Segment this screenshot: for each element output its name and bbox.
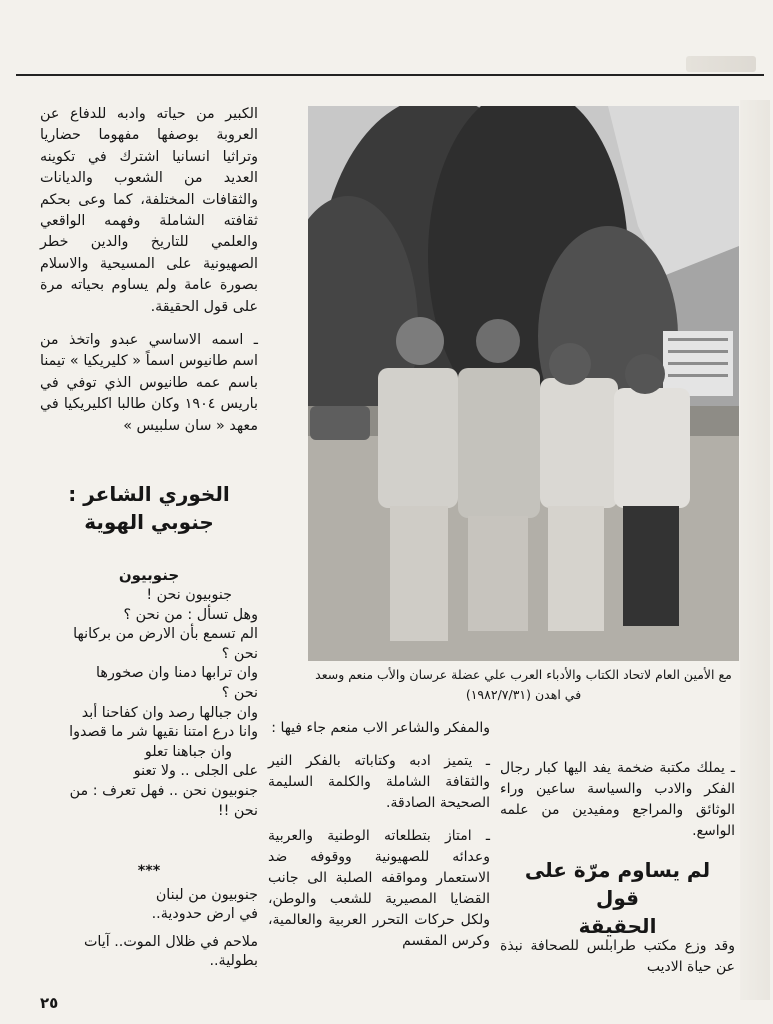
header-rule (16, 74, 764, 76)
poem-line: نحن ؟ (221, 684, 258, 701)
poem-line: نحن ؟ (221, 645, 258, 662)
right-paragraph-2: وقد وزع مكتب طرابلس للصحافة نبذة عن حياة الاديب (500, 938, 735, 975)
middle-paragraph-3: ـ امتاز بتطلعاته الوطنية والعربية وعدائه للصهيونية ووقوفه ضد الاستعمار ومواقفه الصلبة الى جانب القضايا المصيرية للشعب والوطن، ولكل حركات التحرر العربية والعالمية، وكرس المقسم (268, 828, 490, 949)
poem-line: جنوبيون نحن .. فهل تعرف : من (69, 782, 258, 799)
section-stars: *** (137, 863, 161, 879)
poem-line: بطولية.. (209, 953, 258, 970)
right-paragraph-1: ـ يملك مكتبة ضخمة يفد اليها كبار رجال الفكر والادب والسياسة ساعين وراء الوثائق والمراجع ومفيدين من علمه الواسع. (500, 760, 735, 839)
middle-paragraph-1: والمفكر والشاعر الاب منعم جاء فيها : (271, 720, 490, 736)
poet-heading-line1: الخوري الشاعر : (68, 482, 230, 506)
left-paragraph-2: ـ اسمه الاساسي عبدو واتخذ من اسم طانيوس اسماً « كليريكيا » تيمنا باسم عمه طانيوس الذي توفي في باريس ١٩٠٤ وكان طالبا اكليريكيا في معهد « سان سلبيس » (40, 332, 258, 434)
poem-line: ملاحم في ظلال الموت.. آيات (83, 933, 258, 950)
page-number: ٢٥ (40, 994, 59, 1012)
group-photo (308, 106, 739, 661)
poem-line: وانا درع امتنا نقيها شر ما قصدوا (69, 724, 258, 741)
section-heading-line2: الحقيقة (578, 914, 657, 938)
poem-line: نحن !! (217, 802, 258, 819)
middle-column (268, 718, 490, 964)
left-column (40, 104, 258, 449)
right-column (500, 758, 735, 854)
poem (40, 586, 258, 821)
poem-line: جنوبيون من لبنان (155, 886, 258, 903)
poem-line: وهل تسأل : من نحن ؟ (123, 606, 258, 623)
right-column-lower (500, 936, 735, 990)
poem-line: وان ترابها دمنا وان صخورها (96, 665, 258, 682)
poet-heading-line2: جنوبي الهوية (84, 510, 214, 534)
poem-continued (40, 863, 258, 972)
poet-heading (40, 480, 258, 536)
middle-paragraph-2: ـ يتميز ادبه وكتاباته بالفكر النير والثقافة الشاملة والكلمة السليمة الصحيحة الصادقة. (268, 753, 490, 811)
poem-line: على الجلى .. ولا تعنو (133, 763, 258, 780)
poem-title: جنوبيون (118, 566, 180, 584)
page-edge-shadow (740, 100, 770, 1000)
bleed-through-header (686, 56, 756, 72)
poem-line: في ارض حدودية.. (151, 906, 258, 923)
left-paragraph-1: الكبير من حياته وادبه للدفاع عن العروبة بوصفها مفهوما حضاريا وتراثيا انسانيا اشترك في تكوينه العديد من الشعوب والديانات والثقافات المختلفة، كما وعى بحكم ثقافته الشاملة وفهمه الواقعي والعلمي للتاريخ والدين خطر الصهيونية على المسيحية والاسلام بصورة عامة ولم يساوم بحياته مرة على قول الحقيقة. (40, 106, 258, 315)
photo-caption: مع الأمين العام لاتحاد الكتاب والأدباء العرب علي عضلة عرسان والأب منعم وسعد في اهدن (١٩٨٢/٧/٣١) (315, 667, 732, 702)
poem-line: وان جباهنا تعلو (144, 743, 232, 760)
section-heading (500, 856, 735, 940)
photo-illustration (308, 106, 739, 661)
section-heading-line1: لم يساوم مرّة على قول (524, 858, 711, 910)
poem-line: جنوبيون نحن ! (146, 587, 232, 603)
poem-line: الم تسمع بأن الارض من بركانها (73, 626, 258, 643)
poem-line: وان جبالها رصد وان كفاحنا أبد (81, 704, 258, 721)
